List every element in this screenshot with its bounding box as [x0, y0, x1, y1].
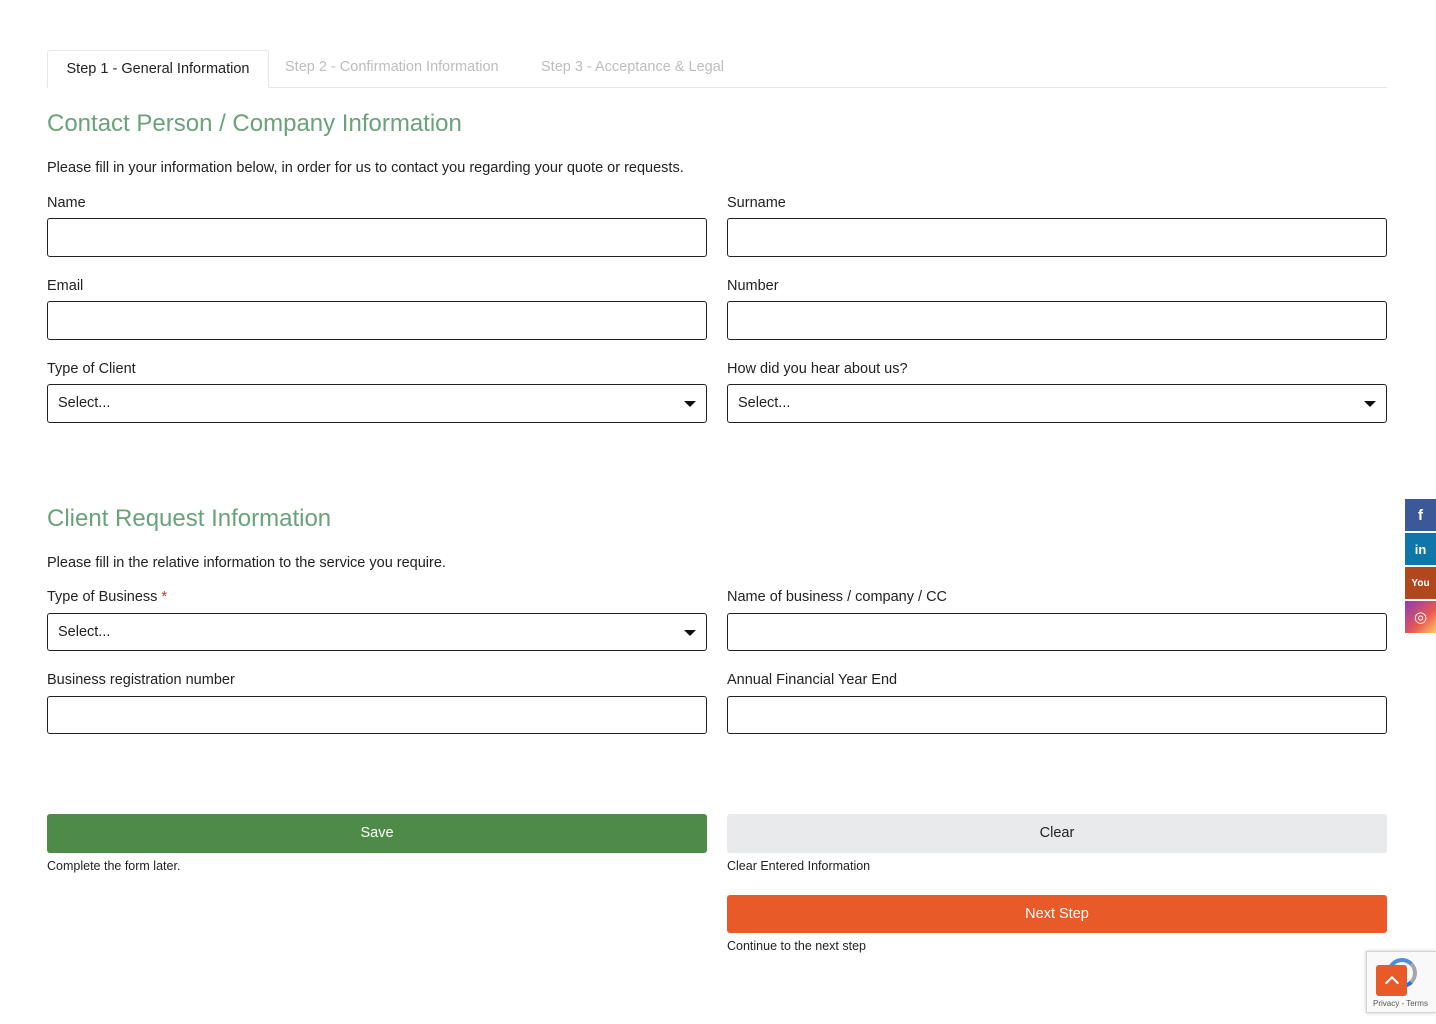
business-type-value: Select...	[58, 624, 111, 640]
contact-section-title: Contact Person / Company Information	[47, 110, 462, 137]
business-name-label: Name of business / company / CC	[727, 589, 948, 605]
surname-input[interactable]	[727, 218, 1387, 257]
request-intro: Please fill in the relative information to the service you require.	[47, 555, 446, 571]
surname-label: Surname	[727, 195, 786, 211]
chevron-up-icon	[1384, 976, 1398, 990]
tab-step-3[interactable]: Step 3 - Acceptance & Legal	[541, 59, 724, 75]
reg-number-input[interactable]	[47, 696, 707, 734]
business-type-label-text: Type of Business	[47, 589, 158, 605]
youtube-icon[interactable]: You	[1405, 567, 1436, 599]
step-tabs	[47, 50, 1387, 88]
next-hint: Continue to the next step	[727, 939, 866, 953]
hear-about-label: How did you hear about us?	[727, 361, 908, 377]
name-label: Name	[47, 195, 86, 211]
client-type-value: Select...	[58, 395, 111, 411]
business-name-input[interactable]	[727, 613, 1387, 651]
client-type-select[interactable]	[47, 384, 707, 423]
number-label: Number	[727, 278, 779, 294]
request-section-title: Client Request Information	[47, 505, 332, 532]
clear-button[interactable]: Clear	[727, 814, 1387, 853]
name-input[interactable]	[47, 218, 707, 257]
email-input[interactable]	[47, 301, 707, 340]
chevron-down-icon	[1364, 401, 1376, 407]
tab-step-2[interactable]: Step 2 - Confirmation Information	[285, 59, 499, 75]
chevron-down-icon	[684, 401, 696, 407]
fy-end-input[interactable]	[727, 696, 1387, 734]
number-input[interactable]	[727, 301, 1387, 340]
instagram-icon[interactable]: ◎	[1405, 601, 1436, 633]
save-button[interactable]: Save	[47, 814, 707, 853]
fy-end-label: Annual Financial Year End	[727, 672, 898, 688]
email-label: Email	[47, 278, 84, 294]
next-step-button[interactable]: Next Step	[727, 895, 1387, 933]
client-type-label: Type of Client	[47, 361, 136, 377]
recaptcha-terms[interactable]: Privacy - Terms	[1373, 999, 1428, 1008]
hear-about-value: Select...	[738, 395, 791, 411]
hear-about-select[interactable]	[727, 384, 1387, 423]
tab-step-1[interactable]: Step 1 - General Information	[47, 50, 269, 88]
business-type-select[interactable]	[47, 613, 707, 651]
save-hint: Complete the form later.	[47, 859, 181, 873]
business-type-label	[47, 589, 167, 605]
clear-hint: Clear Entered Information	[727, 859, 871, 873]
required-marker: *	[161, 589, 168, 605]
reg-number-label: Business registration number	[47, 672, 235, 688]
contact-intro: Please fill in your information below, in order for us to contact you regarding your quote or requests.	[47, 160, 684, 176]
linkedin-icon[interactable]: in	[1405, 533, 1436, 565]
chevron-down-icon	[684, 630, 696, 636]
scroll-top-button[interactable]	[1376, 965, 1407, 996]
facebook-icon[interactable]: f	[1405, 499, 1436, 531]
